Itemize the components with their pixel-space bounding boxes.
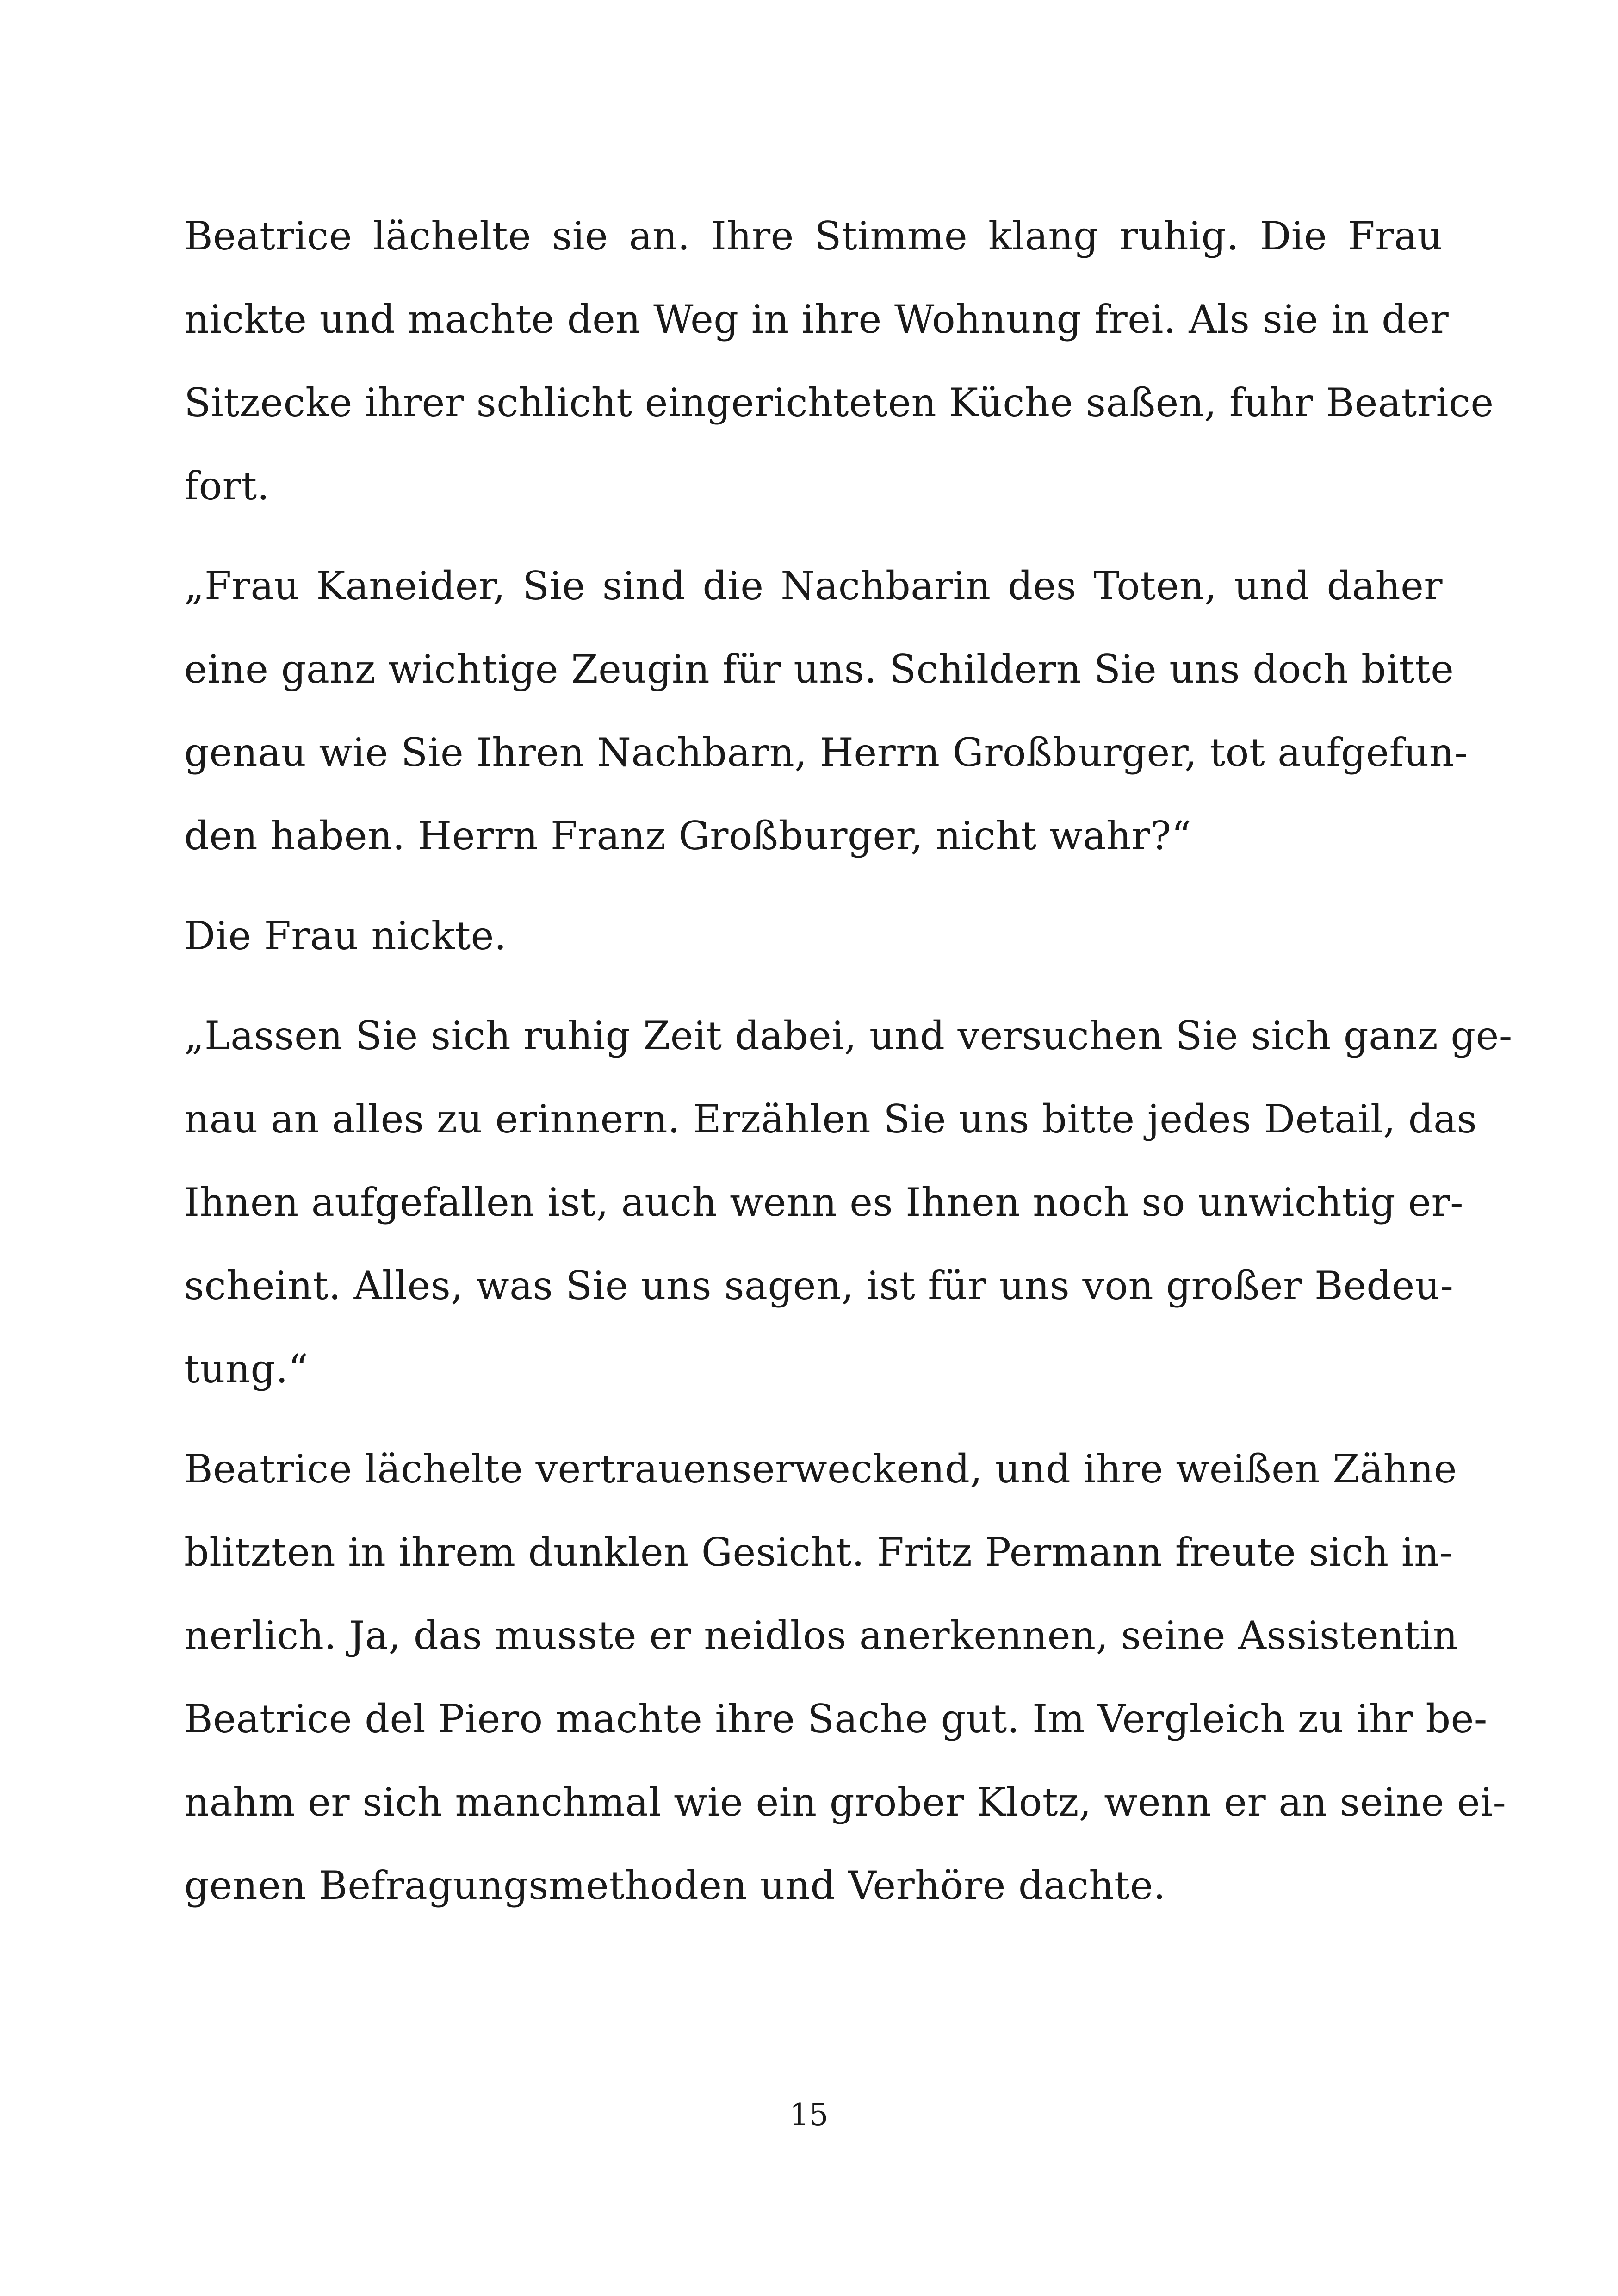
text-line: nickte und machte den Weg in ihre Wohnung frei. Als sie in der <box>184 297 1449 342</box>
text-line: nau an alles zu erinnern. Erzählen Sie uns bitte jedes Detail, das <box>184 1096 1477 1142</box>
text-line: „Frau Kaneider, Sie sind die Nachbarin des Toten, und daher <box>184 563 1443 609</box>
text-line: Die Frau nickte. <box>184 913 507 958</box>
text-line: genau wie Sie Ihren Nachbarn, Herrn Großburger, tot aufgefun- <box>184 730 1468 775</box>
text-line: Beatrice lächelte sie an. Ihre Stimme klang ruhig. Die Frau <box>184 213 1443 259</box>
body-text <box>184 194 1513 1927</box>
paragraph-3 <box>184 894 1443 977</box>
text-line: Ihnen aufgefallen ist, auch wenn es Ihnen noch so unwichtig er- <box>184 1180 1463 1225</box>
paragraph-5 <box>184 1427 1506 1927</box>
paragraph-4 <box>184 994 1513 1411</box>
text-line: fort. <box>184 463 270 509</box>
text-line: nahm er sich manchmal wie ein grober Klotz, wenn er an seine ei- <box>184 1780 1506 1825</box>
text-line: den haben. Herrn Franz Großburger, nicht wahr?“ <box>184 813 1192 859</box>
text-line: Beatrice lächelte vertrauenserweckend, und ihre weißen Zähne <box>184 1446 1457 1492</box>
text-line: scheint. Alles, was Sie uns sagen, ist für uns von großer Bedeu- <box>184 1263 1454 1308</box>
text-line: nerlich. Ja, das musste er neidlos anerkennen, seine Assistentin <box>184 1613 1458 1658</box>
text-line: Beatrice del Piero machte ihre Sache gut. Im Vergleich zu ihr be- <box>184 1696 1488 1742</box>
paragraph-2 <box>184 544 1468 877</box>
text-line: „Lassen Sie sich ruhig Zeit dabei, und versuchen Sie sich ganz ge- <box>184 1013 1513 1058</box>
text-line: Sitzecke ihrer schlicht eingerichteten Küche saßen, fuhr Beatrice <box>184 380 1494 425</box>
paragraph-1 <box>184 194 1494 528</box>
page-number: 15 <box>789 2097 829 2133</box>
text-line: tung.“ <box>184 1346 309 1392</box>
text-line: genen Befragungsmethoden und Verhöre dachte. <box>184 1863 1166 1908</box>
text-line: blitzten in ihrem dunklen Gesicht. Fritz Permann freute sich in- <box>184 1530 1453 1575</box>
text-line: eine ganz wichtige Zeugin für uns. Schildern Sie uns doch bitte <box>184 647 1454 692</box>
